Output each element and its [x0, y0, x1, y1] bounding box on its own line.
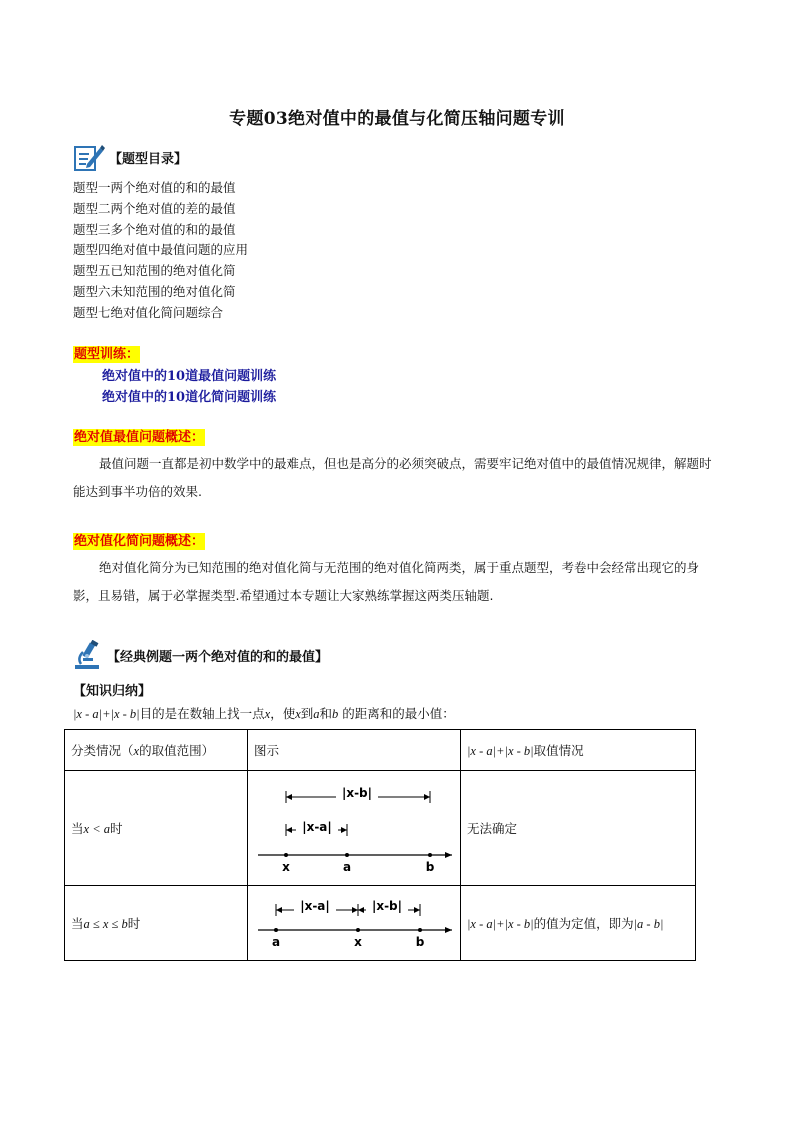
example-section-header — [73, 640, 328, 670]
training-heading: 题型训练： — [74, 347, 140, 362]
intro-text: ，使 — [270, 706, 296, 721]
cond-expr: x < a — [83, 822, 110, 836]
label-x-minus-b: |x-b| — [341, 786, 373, 800]
table-row — [65, 771, 696, 886]
table-header-row — [65, 730, 696, 771]
training-link-simplify[interactable]: 绝对值中的10道化简问题训练 — [102, 390, 277, 405]
toc-item[interactable]: 题型五已知范围的绝对值化简 — [73, 263, 236, 279]
toc-item[interactable]: 题型四绝对值中最值问题的应用 — [73, 242, 249, 258]
toc-section-header — [73, 142, 187, 172]
intro-sentence — [73, 704, 455, 722]
microscope-icon — [73, 640, 103, 670]
toc-item[interactable]: 题型七绝对值化简问题综合 — [73, 304, 224, 320]
row2-result — [461, 886, 696, 961]
point-b: b — [425, 860, 435, 874]
intro-var: x — [295, 707, 301, 721]
row1-result: 无法确定 — [461, 771, 696, 886]
point-b: b — [415, 935, 425, 949]
intro-expr: |x - a|+|x - b| — [73, 707, 140, 721]
point-a: a — [342, 860, 352, 874]
header-condition — [65, 730, 248, 771]
cond-text: 时 — [127, 916, 141, 931]
label-x-minus-a: |x-a| — [302, 820, 332, 834]
header-expr: |x - a|+|x - b| — [467, 744, 534, 758]
toc-item[interactable]: 题型二两个绝对值的差的最值 — [73, 200, 236, 216]
training-link-max[interactable]: 绝对值中的10道最值问题训练 — [102, 369, 277, 384]
header-result — [461, 730, 696, 771]
table-row — [65, 886, 696, 961]
point-a: a — [271, 935, 281, 949]
row2-figure — [248, 886, 461, 961]
point-x: x — [354, 935, 362, 949]
intro-text: 和 — [319, 706, 333, 721]
row1-figure — [248, 771, 461, 886]
toc-item[interactable]: 题型一两个绝对值的和的最值 — [73, 180, 236, 195]
cond-text: 当 — [71, 821, 84, 836]
toc-item[interactable]: 题型六未知范围的绝对值化简 — [73, 283, 236, 299]
page-title: 专题03绝对值中的最值与化简压轴问题专训 — [229, 109, 565, 129]
header-text: 取值情况 — [533, 743, 584, 758]
result-value: |a - b| — [633, 917, 664, 931]
max-overview-text: 最值问题一直都是初中数学中的最难点，但也是高分的必须突破点，需要牢记绝对值中的最值情况规律，解题时能达到事半功倍的效果. — [73, 456, 712, 499]
header-text: 的取值范围） — [139, 743, 215, 758]
max-overview-heading: 绝对值最值问题概述： — [74, 430, 205, 445]
cond-text: 时 — [110, 821, 123, 836]
number-line-figure-1 — [248, 771, 460, 885]
cond-text: 当 — [71, 916, 84, 931]
knowledge-heading: 【知识归纳】 — [73, 684, 152, 699]
header-text: 分类情况（ — [71, 743, 134, 758]
intro-var: x — [264, 707, 271, 721]
header-text: 图示 — [254, 743, 280, 758]
toc-heading: 【题型目录】 — [109, 151, 188, 167]
label-x-minus-b: |x-b| — [371, 899, 403, 913]
number-line-figure-2 — [248, 886, 460, 960]
result-text: 的值为定值，即为 — [533, 916, 634, 931]
notebook-pencil-icon — [73, 142, 105, 172]
point-x: x — [282, 860, 290, 874]
intro-text: 到 — [300, 706, 314, 721]
label-x-minus-a: |x-a| — [300, 899, 330, 913]
header-figure — [248, 730, 461, 771]
training-links — [102, 366, 276, 408]
intro-var: a — [313, 707, 320, 721]
intro-var: b — [332, 707, 339, 721]
toc-item[interactable]: 题型三多个绝对值的和的最值 — [73, 221, 236, 237]
example-heading: 【经典例题一两个绝对值的和的最值】 — [107, 649, 329, 665]
result-expr: |x - a|+|x - b| — [467, 917, 534, 931]
toc-list — [73, 178, 248, 324]
simplify-overview-text: 绝对值化简分为已知范围的绝对值化简与无范围的绝对值化简两类，属于重点题型，考卷中会经常出现它的身影，且易错，属于必掌握类型.希望通过本专题让大家熟练掌握这两类压轴题. — [73, 560, 700, 603]
intro-text: 目的是在数轴上找一点 — [139, 706, 265, 721]
cond-expr: a ≤ x ≤ b — [83, 917, 128, 931]
simplify-overview-heading: 绝对值化简问题概述： — [74, 534, 205, 549]
row1-condition — [65, 771, 248, 886]
knowledge-table — [64, 729, 696, 961]
header-var: x — [133, 744, 140, 758]
intro-text: 的距离和的最小值： — [338, 706, 455, 721]
row2-condition — [65, 886, 248, 961]
